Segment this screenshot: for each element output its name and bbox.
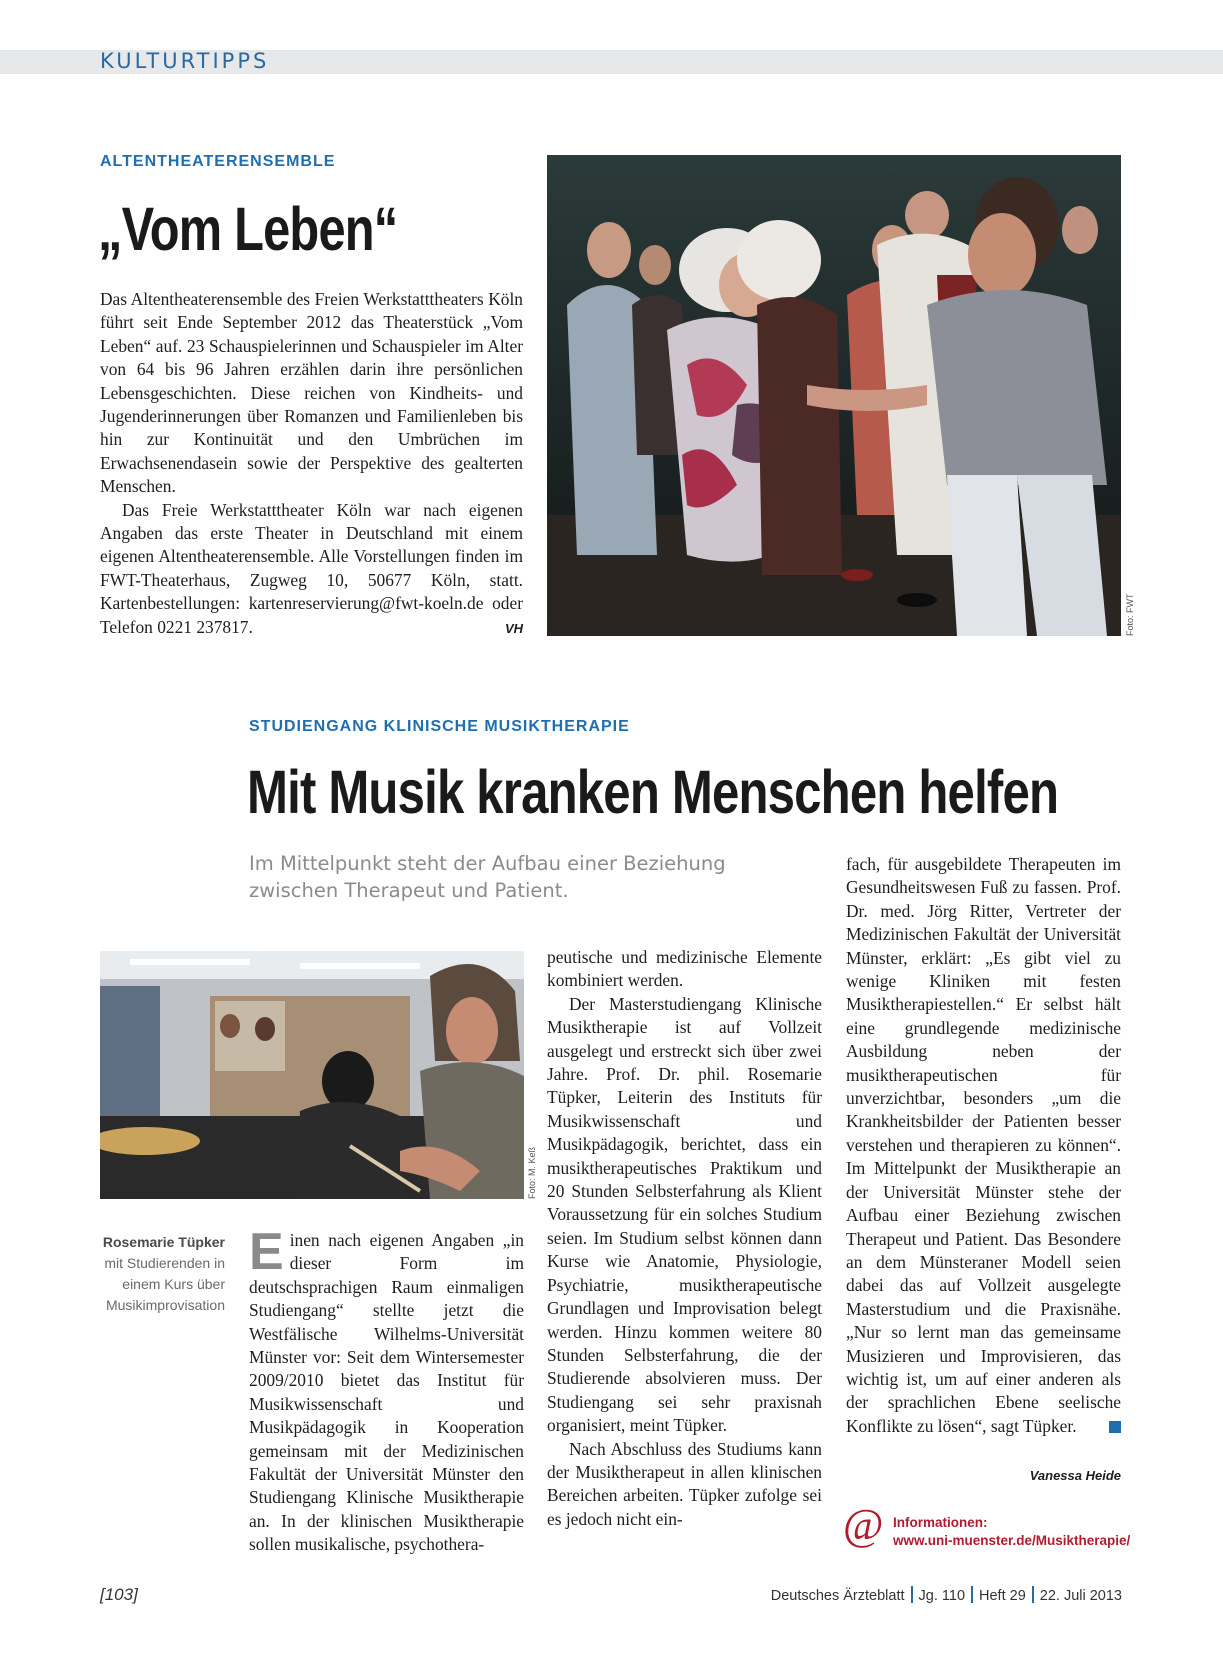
caption-text: mit Studierenden in einem Kurs über Musikimprovisation xyxy=(104,1255,225,1313)
article2-deck: Im Mittelpunkt steht der Aufbau einer Beziehung zwischen Therapeut und Patient. xyxy=(249,852,726,902)
at-icon: @ xyxy=(843,1500,884,1549)
separator xyxy=(971,1586,973,1603)
column-1-text: inen nach eigenen Angaben „in dieser Form im deutschsprachigen Raum einmaligen Studiengang“ stellte jetzt die Westfälische Wilhelms-Universität Münster vor: Seit dem Wintersemester 2009/2010 bietet das Institut für Musikwissenschaft und Musikpädagogik in Kooperation gemeinsam mit der Medizinischen Fakultät der Universität Münster den Studiengang Klinische Musiktherapie an. In der klinischen Musiktherapie sollen musikalische, psychothera- xyxy=(249,1230,524,1555)
dancers-photo xyxy=(547,155,1121,636)
section-label: KULTURTIPPS xyxy=(100,49,270,73)
article1-title: „Vom Leben“ xyxy=(98,195,398,263)
music-class-photo-credit: Foto: M. Keß xyxy=(527,1146,537,1199)
journal-issue: Heft 29 xyxy=(979,1588,1026,1604)
article1-kicker: ALTENTHEATERENSEMBLE xyxy=(100,153,336,170)
article2-column-3 xyxy=(846,853,1121,1438)
info-url[interactable]: www.uni-muenster.de/Musiktherapie/ xyxy=(893,1533,1131,1548)
info-box xyxy=(893,1514,1130,1550)
dancers-photo-graphic xyxy=(547,155,1121,636)
article1-paragraph-1: Das Altentheaterensemble des Freien Werkstatttheaters Köln führt seit Ende September 2012 das Theaterstück „Vom Leben“ auf. 23 Schauspielerinnen und Schauspieler im Alter von 64 bis 96 Jahren erzählen darin ihre persönlichen Lebensgeschichten. Diese reichen von Kindheits- und Jugenderinnerungen über Romanzen und Familienleben bis hin zur Kontinuität und den Umbrüchen im Erwachsenendasein sowie der Perspektive des gealterten Menschen. xyxy=(100,289,523,497)
end-mark-icon xyxy=(1109,1421,1121,1433)
info-label: Informationen: xyxy=(893,1515,988,1530)
article2-column-1 xyxy=(249,1223,524,1557)
journal-name: Deutsches Ärzteblatt xyxy=(770,1588,905,1604)
article2-title: Mit Musik kranken Menschen helfen xyxy=(247,758,1059,826)
article2-column-2 xyxy=(547,946,822,1531)
separator xyxy=(911,1586,913,1603)
page-number: [103] xyxy=(100,1585,138,1604)
column-2-paragraph-3: Nach Abschluss des Studiums kann der Musiktherapeut in allen klinischen Bereichen arbeiten. Tüpker zufolge sei es jedoch nicht ein- xyxy=(547,1438,822,1529)
column-3-text: fach, für ausgebildete Therapeuten im Gesundheitswesen Fuß zu fassen. Prof. Dr. med. Jörg Ritter, Vertreter der Medizinischen Fakultät der Universität Münster, erklärt: „Es gibt viel zu wenige Kliniken mit festen Musiktherapiestellen.“ Er selbst hält eine grundlegende medizinische Ausbildung neben der musiktherapeutischen für unverzichtbar, besonders „um die Krankheitsbilder der Patienten besser verstehen und therapieren zu können“. Im Mittelpunkt der Musiktherapie an der Universität Münster stehe der Aufbau einer Beziehung zwischen Therapeut und Patient. Das Besondere an dem Münsteraner Modell seien dabei das auf Vollzeit ausgelegte Masterstudium und die Praxisnähe. „Nur so lernt man das gemeinsame Musizieren und Improvisieren, das wichtig ist, um auf einer anderen als der sprachlichen Ebene seelische Konflikte zu lösen“, sagt Tüpker. xyxy=(846,854,1121,1436)
caption-name: Rosemarie Tüpker xyxy=(102,1234,225,1250)
dropcap-letter: E xyxy=(249,1223,284,1281)
separator xyxy=(1032,1586,1034,1603)
journal-volume: Jg. 110 xyxy=(918,1588,966,1604)
article2-author: Vanessa Heide xyxy=(1029,1468,1121,1483)
dancers-photo-credit: Foto: FWT xyxy=(1125,593,1135,636)
column-2-paragraph-1: peutische und medizinische Elemente kombiniert werden. xyxy=(547,947,822,991)
article1-paragraph-2: Das Freie Werkstatttheater Köln war nach eigenen Angaben das erste Theater in Deutschland mit einem eigenen Altentheaterensemble. Alle Vorstellungen finden im FWT-Theaterhaus, Zugweg 10, 50677 Köln, statt. Kartenbestellungen: kartenreservierung@fwt-koeln.de oder Telefon 0221 237817. xyxy=(100,499,523,637)
photo-caption xyxy=(90,1232,225,1316)
article1-author: VH xyxy=(504,621,523,636)
article1-body xyxy=(100,288,523,639)
footer-citation xyxy=(771,1586,1122,1604)
music-class-photo xyxy=(100,951,524,1199)
article2-kicker: STUDIENGANG KLINISCHE MUSIKTHERAPIE xyxy=(249,718,630,735)
music-class-photo-graphic xyxy=(100,951,524,1199)
journal-date: 22. Juli 2013 xyxy=(1039,1588,1122,1604)
column-2-paragraph-2: Der Masterstudiengang Klinische Musiktherapie ist auf Vollzeit ausgelegt und erstreckt sich über zwei Jahre. Prof. Dr. phil. Rosemarie Tüpker, Leiterin des Instituts für Musikwissenschaft und Musikpädagogik, berichtet, dass ein musiktherapeutisches Praktikum und 20 Stunden Selbsterfahrung als Klient Voraussetzung für ein solches Studium seien. Im Studium selbst können dann Kurse wie Anatomie, Physiologie, Psychiatrie, musiktherapeutische Grundlagen und Improvisation belegt werden. Hinzu kommen weitere 80 Stunden Selbsterfahrung, die der Studierende absolvieren muss. Der Studiengang sei sehr praxisnah organisiert, meint Tüpker. xyxy=(547,993,822,1436)
